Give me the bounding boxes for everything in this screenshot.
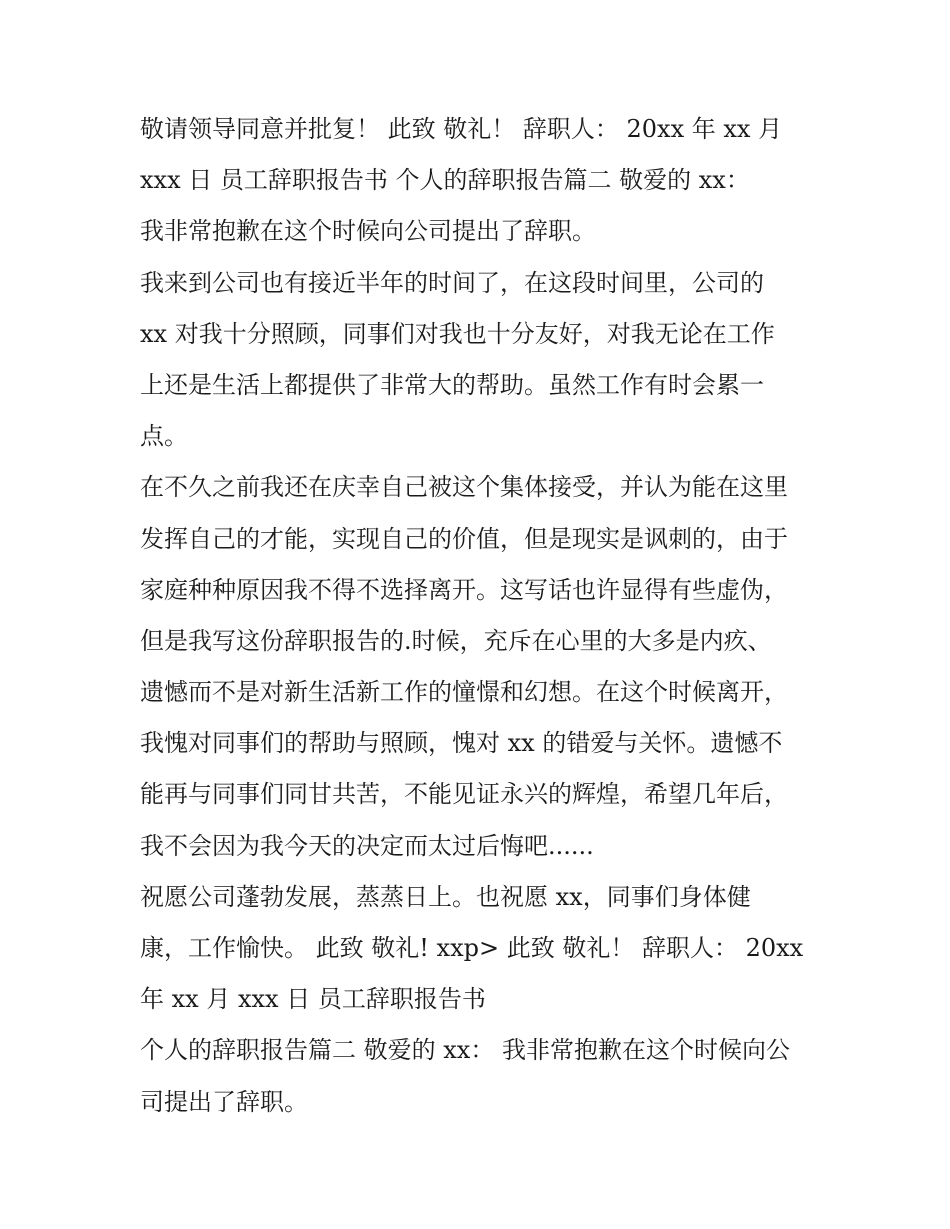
text-line: 在不久之前我还在庆幸自己被这个集体接受，并认为能在这里 <box>140 473 788 502</box>
text-line: 司提出了辞职。 <box>140 1087 308 1116</box>
text-line: xx 对我十分照顾，同事们对我也十分友好，对我无论在工作 <box>140 319 775 348</box>
text-line: 点。 <box>140 422 188 451</box>
text-line: 个人的辞职报告篇二 敬爱的 xx： 我非常抱歉在这个时候向公 <box>140 1036 790 1065</box>
text-line: 祝愿公司蓬勃发展，蒸蒸日上。也祝愿 xx，同事们身体健 <box>140 882 751 911</box>
text-line: 敬请领导同意并批复！ 此致 敬礼！ 辞职人： 20xx 年 xx 月 <box>140 115 783 143</box>
text-line: 但是我写这份辞职报告的.时候，充斥在心里的大多是内疚、 <box>140 626 772 655</box>
text-line: 康，工作愉快。 此致 敬礼! xxp> 此致 敬礼！ 辞职人： 20xx <box>140 934 804 962</box>
text-line: 上还是生活上都提供了非常大的帮助。虽然工作有时会累一 <box>140 370 764 399</box>
text-line: 我愧对同事们的帮助与照顾，愧对 xx 的错爱与关怀。遗憾不 <box>140 729 783 758</box>
text-line: 能再与同事们同甘共苦，不能见证永兴的辉煌，希望几年后， <box>140 780 788 809</box>
document-body <box>140 104 840 1128</box>
text-line: 我非常抱歉在这个时候向公司提出了辞职。 <box>140 217 596 246</box>
text-line: 发挥自己的才能，实现自己的价值，但是现实是讽刺的，由于 <box>140 524 788 553</box>
text-line: 遗憾而不是对新生活新工作的憧憬和幻想。在这个时候离开， <box>140 678 788 707</box>
text-line: xxx 日 员工辞职报告书 个人的辞职报告篇二 敬爱的 xx： <box>140 166 750 195</box>
text-line: 我来到公司也有接近半年的时间了，在这段时间里，公司的 <box>140 268 764 297</box>
text-line: 我不会因为我今天的决定而太过后悔吧...... <box>140 831 594 860</box>
text-line: 家庭种种原因我不得不选择离开。这写话也许显得有些虚伪， <box>140 575 788 604</box>
text-line: 年 xx 月 xxx 日 员工辞职报告书 <box>140 985 486 1014</box>
